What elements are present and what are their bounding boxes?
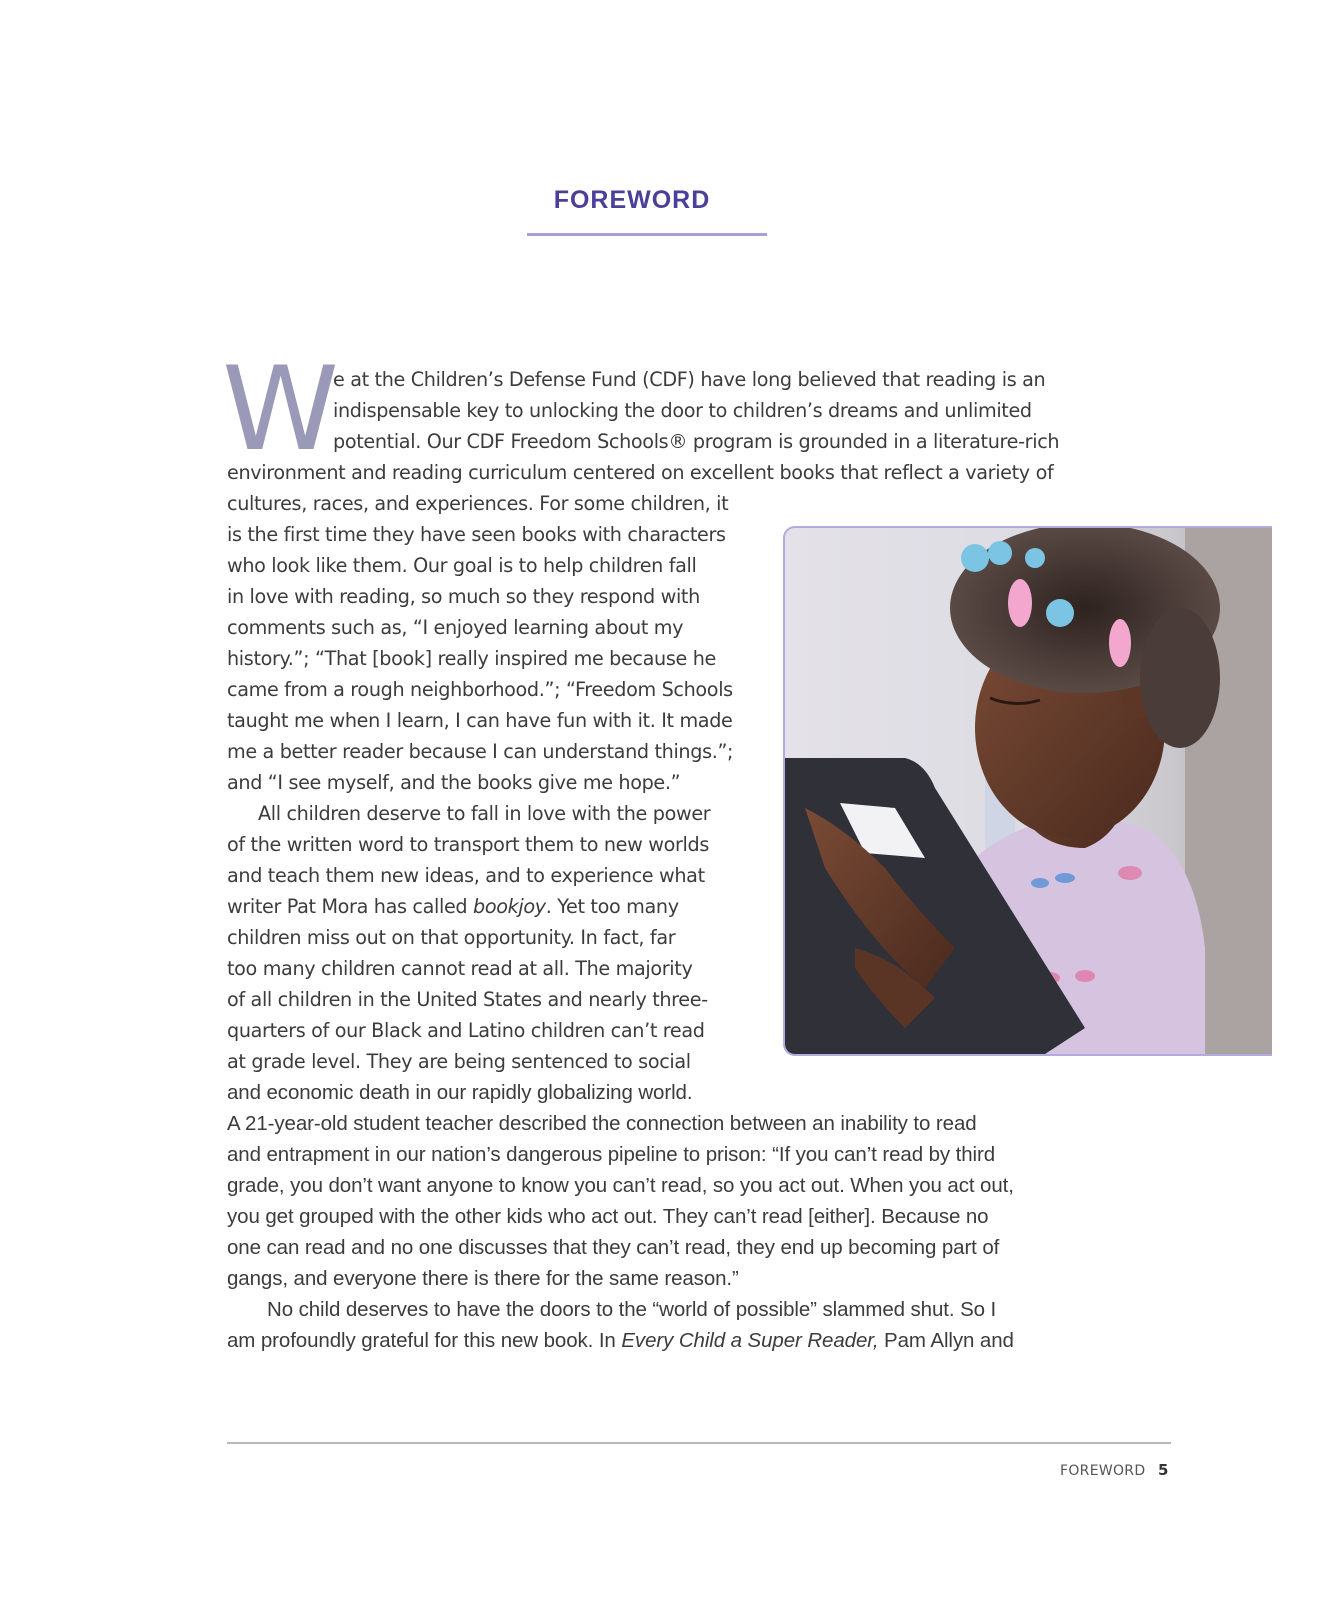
- page-title: FOREWORD: [553, 186, 711, 214]
- text-line: No child deserves to have the doors to the “world of possible” slammed shut. So I: [267, 1298, 997, 1321]
- text-line: children miss out on that opportunity. In fact, far: [227, 926, 676, 949]
- text-line: who look like them. Our goal is to help children fall: [227, 554, 697, 577]
- text-line: [227, 895, 679, 919]
- drop-cap: W: [222, 342, 339, 477]
- text-span: writer Pat Mora has called: [227, 895, 473, 918]
- text-line: gangs, and everyone there is there for the same reason.”: [227, 1267, 739, 1290]
- text-line: and entrapment in our nation’s dangerous pipeline to prison: “If you can’t read by third: [227, 1143, 996, 1166]
- text-line: came from a rough neighborhood.”; “Freedom Schools: [227, 678, 733, 701]
- text-line: [227, 1329, 1014, 1353]
- text-line: and “I see myself, and the books give me hope.”: [227, 771, 681, 794]
- text-line: indispensable key to unlocking the door to children’s dreams and unlimited: [333, 399, 1032, 422]
- text-line: too many children cannot read at all. The majority: [227, 957, 693, 980]
- text-line: quarters of our Black and Latino children can’t read: [227, 1019, 705, 1042]
- text-line: of all children in the United States and nearly three-: [227, 988, 708, 1011]
- footer-divider: [227, 1442, 1171, 1444]
- text-line: and teach them new ideas, and to experience what: [227, 864, 705, 887]
- text-line: at grade level. They are being sentenced to social: [227, 1050, 691, 1073]
- text-line: A 21-year-old student teacher described the connection between an inability to read: [227, 1112, 977, 1135]
- photo-illustration: [785, 528, 1272, 1054]
- text-line: All children deserve to fall in love with the power: [258, 802, 711, 825]
- text-line: history.”; “That [book] really inspired me because he: [227, 647, 716, 670]
- text-line: e at the Children’s Defense Fund (CDF) have long believed that reading is an: [333, 368, 1046, 391]
- text-line: grade, you don’t want anyone to know you can’t read, so you act out. When you act out,: [227, 1174, 1014, 1197]
- text-line: one can read and no one discusses that they can’t read, they end up becoming part of: [227, 1236, 1000, 1259]
- text-line: of the written word to transport them to new worlds: [227, 833, 709, 856]
- page-number: 5: [1158, 1461, 1169, 1479]
- text-line: cultures, races, and experiences. For some children, it: [227, 492, 729, 515]
- text-line: in love with reading, so much so they respond with: [227, 585, 700, 608]
- text-line: and economic death in our rapidly globalizing world.: [227, 1081, 693, 1104]
- text-line: environment and reading curriculum centered on excellent books that reflect a variety of: [227, 461, 1054, 484]
- text-line: you get grouped with the other kids who act out. They can’t read [either]. Because no: [227, 1205, 989, 1228]
- photo-girl-reading-tablet: [783, 526, 1272, 1056]
- book-title: Every Child a Super Reader,: [621, 1329, 879, 1352]
- text-span: . Yet too many: [545, 895, 679, 918]
- title-underline: [527, 233, 767, 236]
- text-line: is the first time they have seen books with characters: [227, 523, 726, 546]
- italic-term: bookjoy: [472, 895, 546, 918]
- text-span: Pam Allyn and: [878, 1329, 1014, 1352]
- text-line: taught me when I learn, I can have fun with it. It made: [227, 709, 733, 732]
- text-line: comments such as, “I enjoyed learning about my: [227, 616, 684, 639]
- running-footer-label: FOREWORD: [1060, 1463, 1146, 1479]
- text-line: me a better reader because I can understand things.”;: [227, 740, 734, 763]
- text-line: potential. Our CDF Freedom Schools® program is grounded in a literature-rich: [333, 430, 1060, 453]
- text-span: am profoundly grateful for this new book. In: [227, 1329, 622, 1352]
